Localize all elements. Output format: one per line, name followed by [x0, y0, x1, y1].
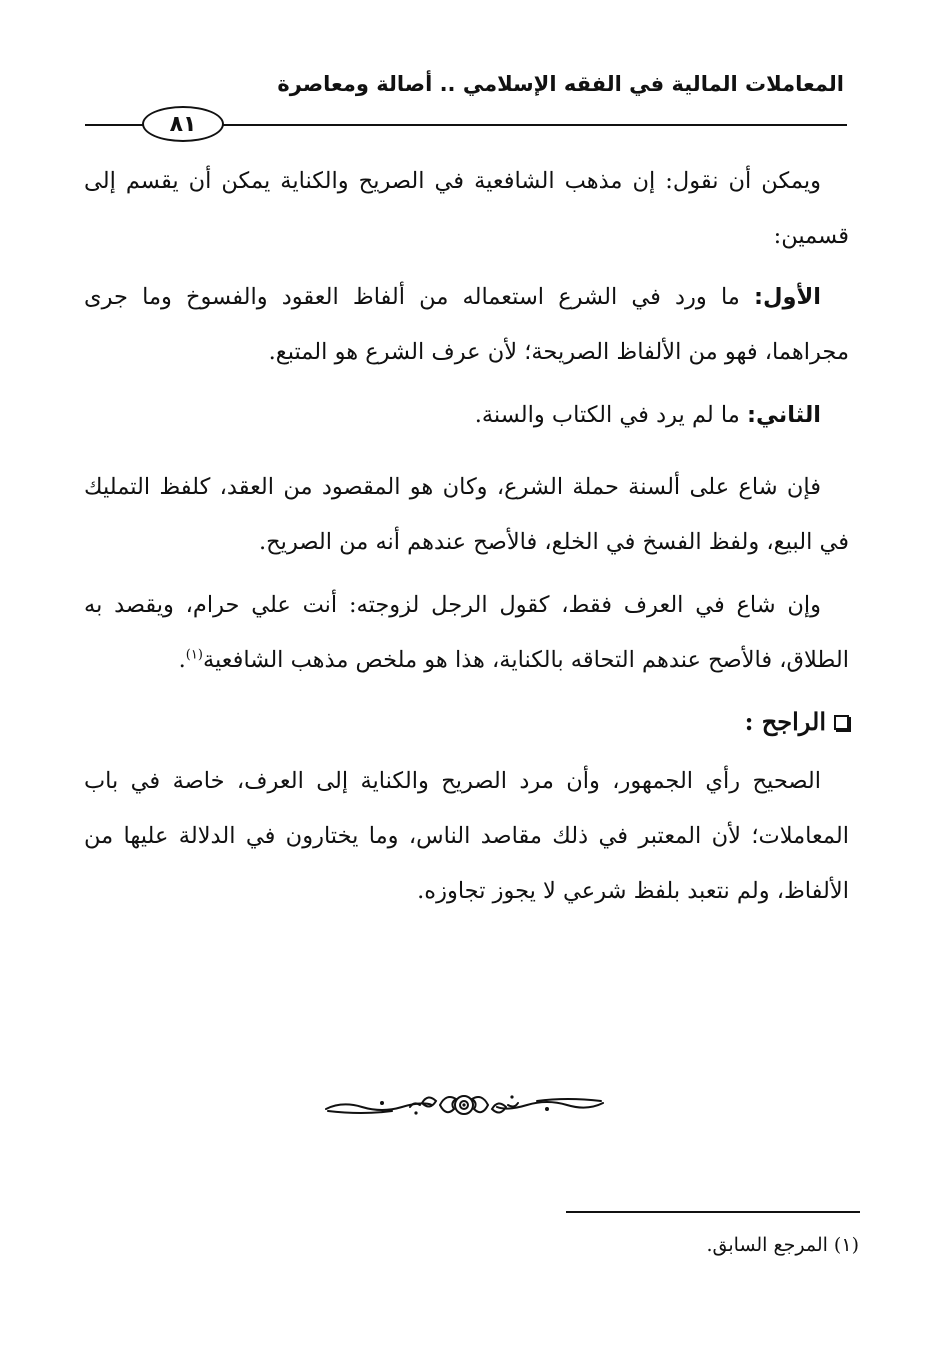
decorative-divider-icon — [322, 1085, 607, 1125]
paragraph-first-division — [84, 270, 849, 380]
paragraph-second-division — [84, 388, 849, 443]
running-title: المعاملات المالية في الفقه الإسلامي .. أصالة ومعاصرة — [277, 72, 844, 96]
square-box-icon — [834, 715, 849, 730]
paragraph-lead: الأول: — [754, 284, 821, 310]
paragraph-text: وإن شاع في العرف فقط، كقول الرجل لزوجته: أنت علي حرام، ويقصد به الطلاق، فالأصح عندهم التحاقه بالكناية، هذا هو ملخص مذهب الشافعية — [84, 592, 849, 673]
paragraph-custom-usage — [84, 578, 849, 688]
paragraph-preferred-view: الصحيح رأي الجمهور، وأن مرد الصريح والكناية إلى العرف، خاصة في باب المعاملات؛ لأن المعتبر في ذلك مقاصد الناس، وما يختارون في الدلالة عليها من الألفاظ، ولم نتعبد بلفظ شرعي لا يجوز تجاوزه. — [84, 768, 849, 904]
footnote-marker[interactable]: (١) — [185, 647, 203, 663]
footnote-rule — [566, 1211, 860, 1213]
paragraph-intro: ويمكن أن نقول: إن مذهب الشافعية في الصريح والكناية يمكن أن يقسم إلى قسمين: — [84, 168, 849, 249]
paragraph-common-usage: فإن شاع على ألسنة حملة الشرع، وكان هو المقصود من العقد، كلفظ التمليك في البيع، ولفظ الفسخ في الخلع، فالأصح عندهم أنه من الصريح. — [84, 474, 849, 555]
paragraph-lead: الثاني: — [746, 402, 821, 428]
page-number: ٨١ — [142, 106, 224, 142]
header-rule — [85, 124, 145, 126]
header-rule — [222, 124, 847, 126]
paragraph-end: . — [178, 647, 186, 673]
section-heading — [745, 696, 849, 748]
footnote-text: (١) المرجع السابق. — [706, 1234, 859, 1256]
heading-text: الراجح : — [744, 707, 826, 736]
paragraph-text: ما لم يرد في الكتاب والسنة. — [474, 402, 747, 428]
paragraph-text: ما ورد في الشرع استعماله من ألفاظ العقود والفسوخ وما جرى مجراهما، فهو من الألفاظ الصريحة؛ لأن عرف الشرع هو المتبع. — [84, 284, 849, 365]
